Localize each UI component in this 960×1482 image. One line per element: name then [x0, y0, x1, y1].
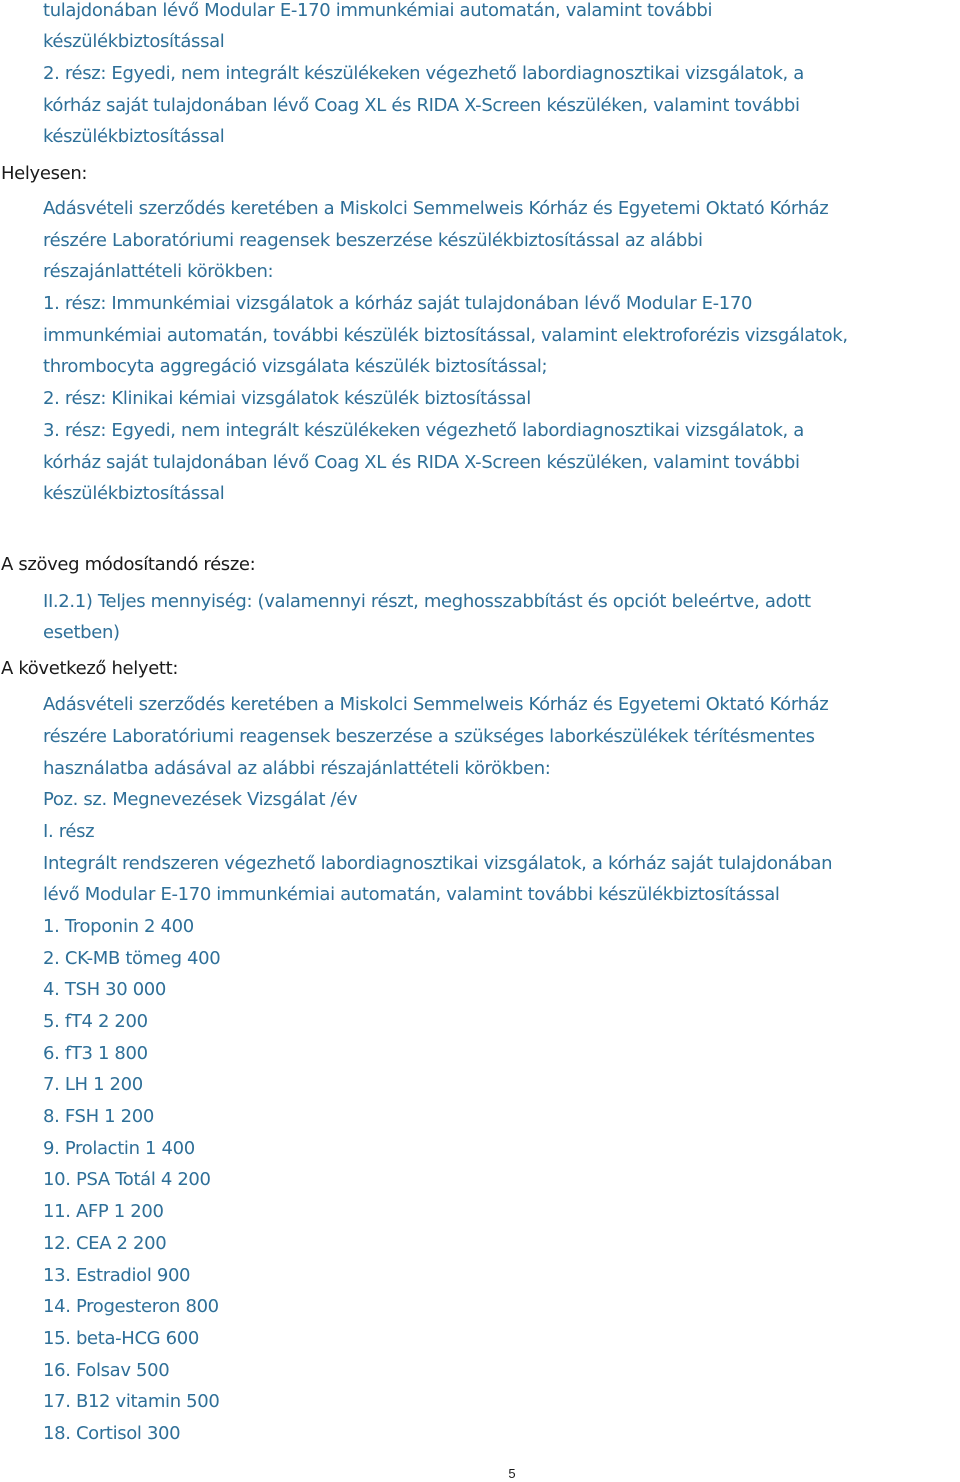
- list-item: 16. Folsav 500: [43, 1360, 170, 1381]
- list-item: 1. Troponin 2 400: [43, 916, 194, 937]
- page-number: 5: [508, 1466, 516, 1481]
- list-item: 6. fT3 1 800: [43, 1043, 148, 1064]
- list-item: 15. beta-HCG 600: [43, 1328, 199, 1349]
- text-line: 2. rész: Egyedi, nem integrált készülékeken végezhető labordiagnosztikai vizsgálatok, a: [43, 63, 804, 84]
- list-item: 18. Cortisol 300: [43, 1423, 181, 1444]
- text-line: immunkémiai automatán, további készülék biztosítással, valamint elektroforézis vizsgálatok,: [43, 325, 848, 346]
- text-line: II.2.1) Teljes mennyiség: (valamennyi részt, meghosszabbítást és opciót beleértve, adott: [43, 591, 811, 612]
- table-header: Poz. sz. Megnevezések Vizsgálat /év: [43, 789, 358, 810]
- text-line: 3. rész: Egyedi, nem integrált készülékeken végezhető labordiagnosztikai vizsgálatok, a: [43, 420, 804, 441]
- text-line: készülékbiztosítással: [43, 483, 225, 504]
- text-line: részére Laboratóriumi reagensek beszerzése a szükséges laborkészülékek térítésmentes: [43, 726, 815, 747]
- list-item: 11. AFP 1 200: [43, 1201, 164, 1222]
- modositando-heading: A szöveg módosítandó része:: [1, 554, 256, 575]
- list-item: 14. Progesteron 800: [43, 1296, 219, 1317]
- helyett-heading: A következő helyett:: [1, 658, 179, 679]
- text-line: Adásvételi szerződés keretében a Miskolci Semmelweis Kórház és Egyetemi Oktató Kórház: [43, 694, 829, 715]
- list-item: 2. CK-MB tömeg 400: [43, 948, 221, 969]
- text-line: készülékbiztosítással: [43, 31, 225, 52]
- text-line: kórház saját tulajdonában lévő Coag XL és RIDA X-Screen készüléken, valamint további: [43, 452, 800, 473]
- text-line: thrombocyta aggregáció vizsgálata készülék biztosítással;: [43, 356, 548, 377]
- list-item: 7. LH 1 200: [43, 1074, 143, 1095]
- text-line: használatba adásával az alábbi részajánlattételi körökben:: [43, 758, 551, 779]
- text-line: Integrált rendszeren végezhető labordiagnosztikai vizsgálatok, a kórház saját tulajdonában: [43, 853, 833, 874]
- list-item: 5. fT4 2 200: [43, 1011, 148, 1032]
- text-line: Adásvételi szerződés keretében a Miskolci Semmelweis Kórház és Egyetemi Oktató Kórház: [43, 198, 829, 219]
- list-item: 8. FSH 1 200: [43, 1106, 154, 1127]
- helyesen-heading: Helyesen:: [1, 163, 88, 184]
- text-line: készülékbiztosítással: [43, 126, 225, 147]
- text-line: 2. rész: Klinikai kémiai vizsgálatok készülék biztosítással: [43, 388, 531, 409]
- list-item: 13. Estradiol 900: [43, 1265, 191, 1286]
- text-line: kórház saját tulajdonában lévő Coag XL és RIDA X-Screen készüléken, valamint további: [43, 95, 800, 116]
- text-line: I. rész: [43, 821, 95, 842]
- list-item: 10. PSA Totál 4 200: [43, 1169, 211, 1190]
- list-item: 17. B12 vitamin 500: [43, 1391, 220, 1412]
- text-line: részére Laboratóriumi reagensek beszerzése készülékbiztosítással az alábbi: [43, 230, 703, 251]
- list-item: 12. CEA 2 200: [43, 1233, 167, 1254]
- text-line: lévő Modular E-170 immunkémiai automatán, valamint további készülékbiztosítással: [43, 884, 780, 905]
- text-line: részajánlattételi körökben:: [43, 261, 274, 282]
- list-item: 9. Prolactin 1 400: [43, 1138, 195, 1159]
- list-item: 4. TSH 30 000: [43, 979, 167, 1000]
- text-line: tulajdonában lévő Modular E-170 immunkémiai automatán, valamint további: [43, 0, 713, 21]
- text-line: 1. rész: Immunkémiai vizsgálatok a kórház saját tulajdonában lévő Modular E-170: [43, 293, 753, 314]
- text-line: esetben): [43, 622, 120, 643]
